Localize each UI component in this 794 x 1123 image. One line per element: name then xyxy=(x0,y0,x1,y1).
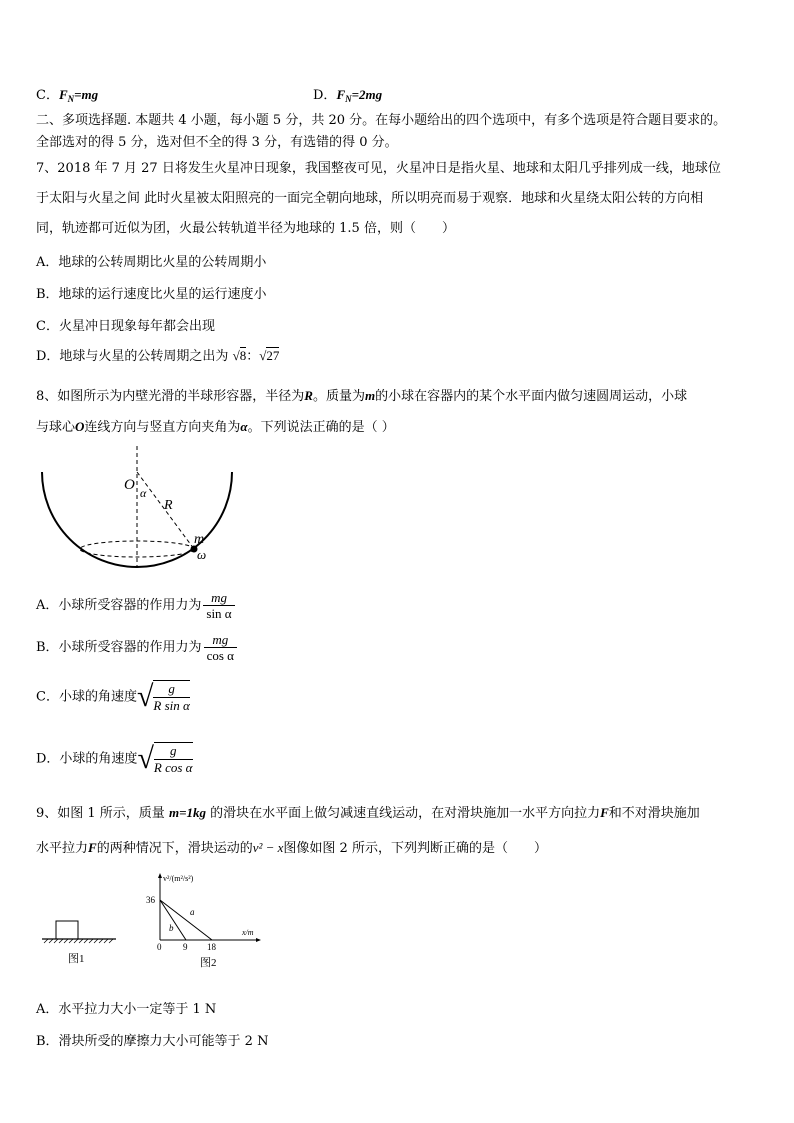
q9-figure1 xyxy=(40,915,120,965)
q9-figure2-graph xyxy=(140,868,270,970)
section2-line1: 二、多项选择题. 本题共 4 小题，每小题 5 分，共 20 分。在每小题给出的四个选项中，有多个选项是符合题目要求的。 xyxy=(36,113,727,128)
figure2-caption: 图2 xyxy=(200,957,217,969)
fig-label-R: R xyxy=(164,498,173,513)
x-axis-arrow xyxy=(256,938,261,942)
fraction-a: $\frac{mg}{\text{sin α}}$ xyxy=(203,590,234,621)
q7-option-c: C．火星冲日现象每年都会出现 xyxy=(36,319,215,334)
line-b xyxy=(160,900,186,940)
q8-option-a: A．小球所受容器的作用力为 $\frac{mg}{\text{sin α}}$ xyxy=(36,590,235,621)
x-axis-label: x/m xyxy=(242,928,254,937)
block xyxy=(56,921,78,939)
q7-option-d: D．地球与火星的公转周期之出为 √8：√27 xyxy=(36,348,280,364)
y-axis-label: v²/(m²/s²) xyxy=(163,874,194,883)
q7-line3: 同，轨迹都可近似为团，火最公转轨道半径为地球的 1.5 倍，则（ ） xyxy=(36,221,455,236)
q7-line2: 于太阳与火星之间 此时火星被太阳照亮的一面完全朝向地球，所以明亮而易于观察．地球和火星绕太阳公转的方向相 xyxy=(36,191,704,206)
q8-option-b: B．小球所受容器的作用力为 $\frac{mg}{\text{cos α}}$ xyxy=(36,632,237,663)
q7-line1: 7、2018 年 7 月 27 日将发生火星冲日现象，我国整夜可见，火星冲日是指火星、地球和太阳几乎排列成一线，地球位 xyxy=(36,161,721,176)
fig-label-omega: ω xyxy=(197,547,207,562)
line-a xyxy=(160,900,212,940)
sqrt-c: √ $\frac{g}{\text{R sin α}}$ xyxy=(136,680,190,713)
q9-line1: 9、如图 1 所示，质量 m=1kg 的滑块在水平面上做匀减速直线运动，在对滑块施加一水平方向拉力F和不对滑块施加 xyxy=(36,805,700,821)
fig-label-O: O xyxy=(124,477,135,493)
tick-0: 0 xyxy=(157,942,162,952)
q8-line1: 8、如图所示为内壁光滑的半球形容器，半径为R。质量为m的小球在容器内的某个水平面内做匀速圆周运动，小球 xyxy=(36,388,688,404)
section2-line2: 全部选对的得 5 分，选对但不全的得 3 分，有选错的得 0 分。 xyxy=(36,135,398,150)
sqrt-d: √ $\frac{g}{\text{R cos α}}$ xyxy=(137,742,193,775)
q9-option-a: A．水平拉力大小一定等于 1 N xyxy=(36,1002,217,1017)
q8-option-c: C．小球的角速度√ $\frac{g}{\text{R sin α}}$ xyxy=(36,680,190,713)
fig-label-alpha: α xyxy=(140,486,147,500)
option-c-prev: C．$F_N=mg$ xyxy=(36,87,99,104)
figure1-caption: 图1 xyxy=(68,953,85,965)
q9-option-b: B．滑块所受的摩擦力大小可能等于 2 N xyxy=(36,1034,269,1049)
tick-9: 9 xyxy=(183,942,188,952)
tick-18: 18 xyxy=(207,942,216,952)
q7-option-a: A．地球的公转周期比火星的公转周期小 xyxy=(36,255,267,270)
tick-36: 36 xyxy=(146,895,155,905)
q8-option-d: D．小球的角速度√ $\frac{g}{\text{R cos α}}$ xyxy=(36,742,193,775)
q8-line2: 与球心O连线方向与竖直方向夹角为α。下列说法正确的是（ ） xyxy=(36,419,395,435)
q7-option-b: B．地球的运行速度比火星的运行速度小 xyxy=(36,287,267,302)
option-d-prev: D．$F_N=2mg$ xyxy=(313,87,383,104)
label-a: a xyxy=(190,907,195,917)
fig-label-m: m xyxy=(194,532,205,547)
q9-line2: 水平拉力F的两种情况下，滑块运动的v² − x图像如图 2 所示，下列判断正确的是（ ） xyxy=(36,840,547,856)
y-axis-arrow xyxy=(158,873,162,878)
label-b: b xyxy=(169,923,174,933)
q8-bowl-figure xyxy=(36,446,246,576)
fraction-b: $\frac{mg}{\text{cos α}}$ xyxy=(204,632,237,663)
